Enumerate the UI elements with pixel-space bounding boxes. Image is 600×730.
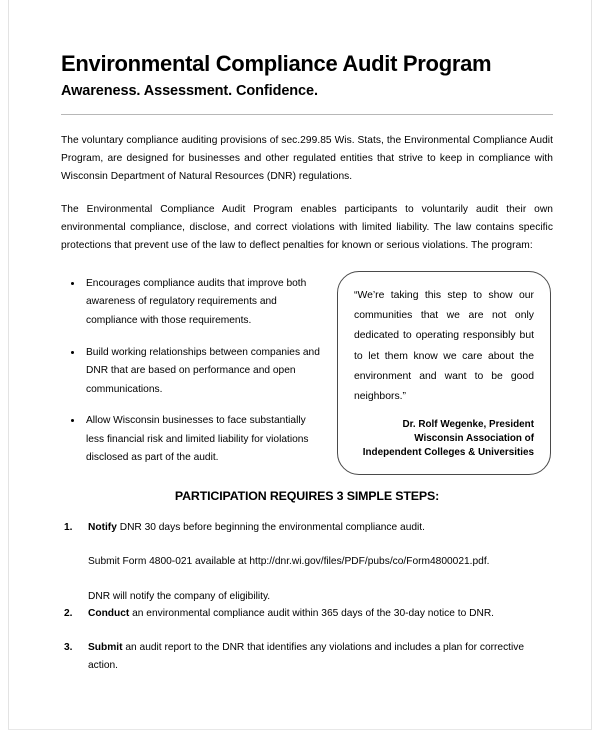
list-item <box>61 605 553 622</box>
quote-attribution-org: Wisconsin Association of <box>414 432 534 444</box>
step-number: 3. <box>64 642 73 654</box>
step-body-text: DNR 30 days before beginning the environmental compliance audit. <box>116 521 425 533</box>
page-title: Environmental Compliance Audit Program <box>61 51 492 76</box>
step-body-text: an audit report to the DNR that identifies any violations and includes a plan for corrective action. <box>88 642 525 671</box>
list-item <box>61 519 553 536</box>
step-number: 1. <box>64 521 73 533</box>
step-substep: Submit Form 4800-021 available at http://dnr.wi.gov/files/PDF/pubs/co/Form4800021.pdf. <box>88 556 490 568</box>
participation-steps-list <box>61 503 553 674</box>
document-page <box>8 0 592 730</box>
list-item: Allow Wisconsin businesses to face substantially less financial risk and limited liability for violations disclosed as part of the audit. <box>69 412 321 468</box>
step-body-text: an environmental compliance audit within 365 days of the 30-day notice to DNR. <box>129 607 495 619</box>
step-lead-word: Submit <box>88 642 123 654</box>
step-substep: DNR will notify the company of eligibility. <box>88 590 271 602</box>
list-item <box>61 622 553 674</box>
step-number: 2. <box>64 607 73 619</box>
program-benefits-list <box>69 275 321 481</box>
intro-paragraph-2: The Environmental Compliance Audit Program enables participants to voluntarily audit their own environmental compliance, disclose, and correct violations with limited liability. The law contains specific protections that prevent use of the law to deflect penalties for known or serious violations. The program: <box>61 204 553 252</box>
steps-heading: PARTICIPATION REQUIRES 3 SIMPLE STEPS: <box>174 488 440 503</box>
quote-attribution <box>354 408 534 461</box>
quote-attribution-name: Dr. Rolf Wegenke, President <box>402 418 534 430</box>
page-subtitle: Awareness. Assessment. Confidence. <box>61 83 318 100</box>
pull-quote-box <box>337 271 551 475</box>
list-item: Encourages compliance audits that improve both awareness of regulatory requirements and compliance with those requirements. <box>69 275 321 331</box>
quote-text: “We’re taking this step to show our communities that we are not only dedicated to operating responsibly but to let them know we care about the environment and want to be good neighbors.” <box>354 289 534 403</box>
step-lead-word: Conduct <box>88 607 130 619</box>
document-content <box>61 0 553 674</box>
quote-attribution-org-2: Independent Colleges & Universities <box>362 447 534 459</box>
step-lead-word: Notify <box>88 521 117 533</box>
list-item: Build working relationships between companies and DNR that are based on performance and open communications. <box>69 344 321 400</box>
bullets-and-quote-section <box>61 271 553 467</box>
intro-paragraph-1: The voluntary compliance auditing provisions of sec.299.85 Wis. Stats, the Environmental Compliance Audit Program, are designed for businesses and other regulated entities that strive to keep in compliance with Wisconsin Department of Natural Resources (DNR) regulations. <box>61 134 553 182</box>
